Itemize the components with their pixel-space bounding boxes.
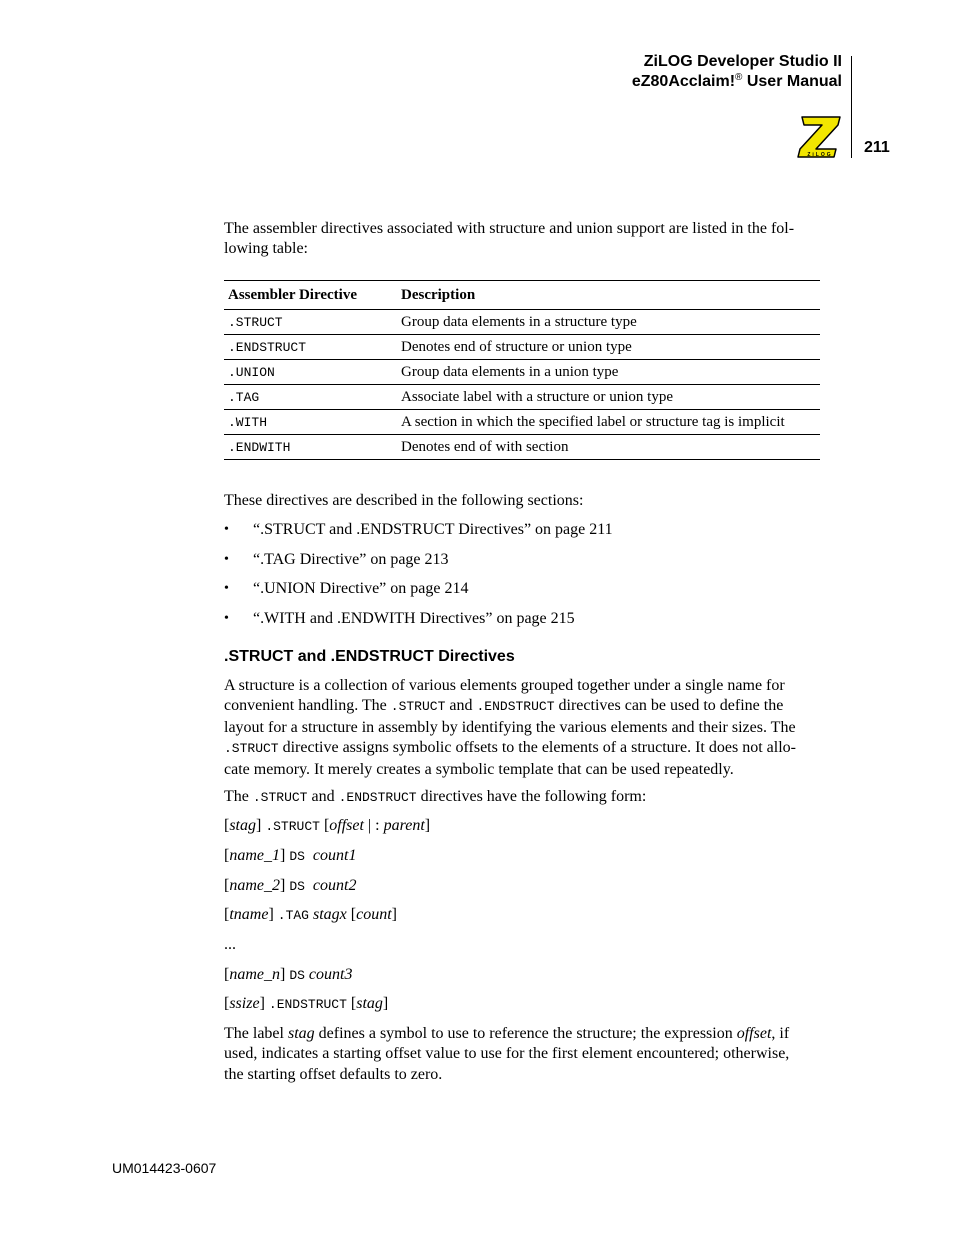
- page-number: 211: [864, 139, 890, 156]
- intro-paragraph: The assembler directives associated with structure and union support are listed in the fol- lowing table:: [224, 220, 795, 258]
- bullet-icon: •: [224, 581, 229, 597]
- section-link[interactable]: “.UNION Directive” on page 214: [253, 580, 469, 598]
- bullet-icon: •: [224, 551, 229, 567]
- label-paragraph: The label stag defines a symbol to use to reference the structure; the expression offset, if used, indicates a starting offset value to use for the first element encountered; otherwise, the starting offset defaults to zero.: [224, 1025, 790, 1083]
- section-heading: .STRUCT and .ENDSTRUCT Directives: [224, 648, 515, 665]
- syntax-line: [name_n] DS count3: [224, 966, 353, 983]
- section-link[interactable]: “.TAG Directive” on page 213: [253, 550, 449, 568]
- directives-table: [224, 280, 820, 460]
- description-cell: Denotes end of with section: [401, 438, 569, 455]
- title-line-1: ZiLOG Developer Studio II: [643, 53, 842, 70]
- description-cell: Group data elements in a structure type: [401, 313, 637, 330]
- column-header-description: Description: [401, 286, 476, 303]
- directive-cell: .STRUCT: [228, 314, 283, 330]
- list-item[interactable]: [224, 609, 844, 639]
- bullet-icon: •: [224, 611, 229, 627]
- description-cell: Associate label with a structure or union type: [401, 388, 674, 405]
- syntax-line: [name_2] DS count2: [224, 877, 357, 894]
- table-row: [224, 335, 820, 360]
- description-cell: A section in which the specified label or structure tag is implicit: [401, 413, 785, 430]
- directive-cell: .ENDWITH: [228, 439, 291, 455]
- document-title: [632, 52, 842, 92]
- section-link[interactable]: “.WITH and .ENDWITH Directives” on page 215: [253, 610, 575, 628]
- table-row: [224, 435, 820, 460]
- list-item[interactable]: [224, 550, 844, 580]
- bullet-icon: •: [224, 522, 229, 537]
- sections-list: [224, 520, 844, 639]
- directive-cell: .ENDSTRUCT: [228, 339, 307, 355]
- column-header-directive: Assembler Directive: [228, 286, 357, 303]
- table-header-row: [224, 281, 820, 310]
- syntax-line: [stag] .STRUCT [offset | : parent]: [224, 817, 431, 834]
- form-intro-paragraph: The .STRUCT and .ENDSTRUCT directives have the following form:: [224, 788, 647, 805]
- directive-cell: .UNION: [228, 364, 275, 380]
- logo-wordmark: ZiLOG: [807, 152, 833, 158]
- structure-paragraph: A structure is a collection of various elements grouped together under a single name for convenient handling. The .STRUCT and .ENDSTRUCT directives can be used to define the layout for a structure in assembly by identifying the various elements and their sizes. The .STRUCT directive assigns symbolic offsets to the elements of a structure. It does not allo- cate memory. It merely creates a symbolic template that can be used repeatedly.: [224, 677, 796, 778]
- description-cell: Denotes end of structure or union type: [401, 338, 632, 355]
- header-divider: [851, 56, 852, 158]
- syntax-ellipsis: ...: [224, 936, 236, 953]
- table-row: [224, 310, 820, 335]
- directive-cell: .WITH: [228, 414, 268, 430]
- table-row: [224, 385, 820, 410]
- title-line-2: eZ80Acclaim!® User Manual: [631, 72, 842, 90]
- document-id-footer: UM014423-0607: [112, 1160, 217, 1176]
- syntax-line: [name_1] DS count1: [224, 847, 357, 864]
- syntax-line: [ssize] .ENDSTRUCT [stag]: [224, 995, 389, 1012]
- syntax-line: [tname] .TAG stagx [count]: [224, 906, 397, 923]
- section-link[interactable]: “.STRUCT and .ENDSTRUCT Directives” on page 211: [253, 521, 613, 538]
- sections-intro: These directives are described in the following sections:: [224, 492, 584, 509]
- directive-cell: .TAG: [228, 389, 260, 405]
- description-cell: Group data elements in a union type: [401, 363, 619, 380]
- table-row: [224, 410, 820, 435]
- list-item[interactable]: [224, 579, 844, 609]
- table-row: [224, 360, 820, 385]
- list-item[interactable]: [224, 520, 844, 550]
